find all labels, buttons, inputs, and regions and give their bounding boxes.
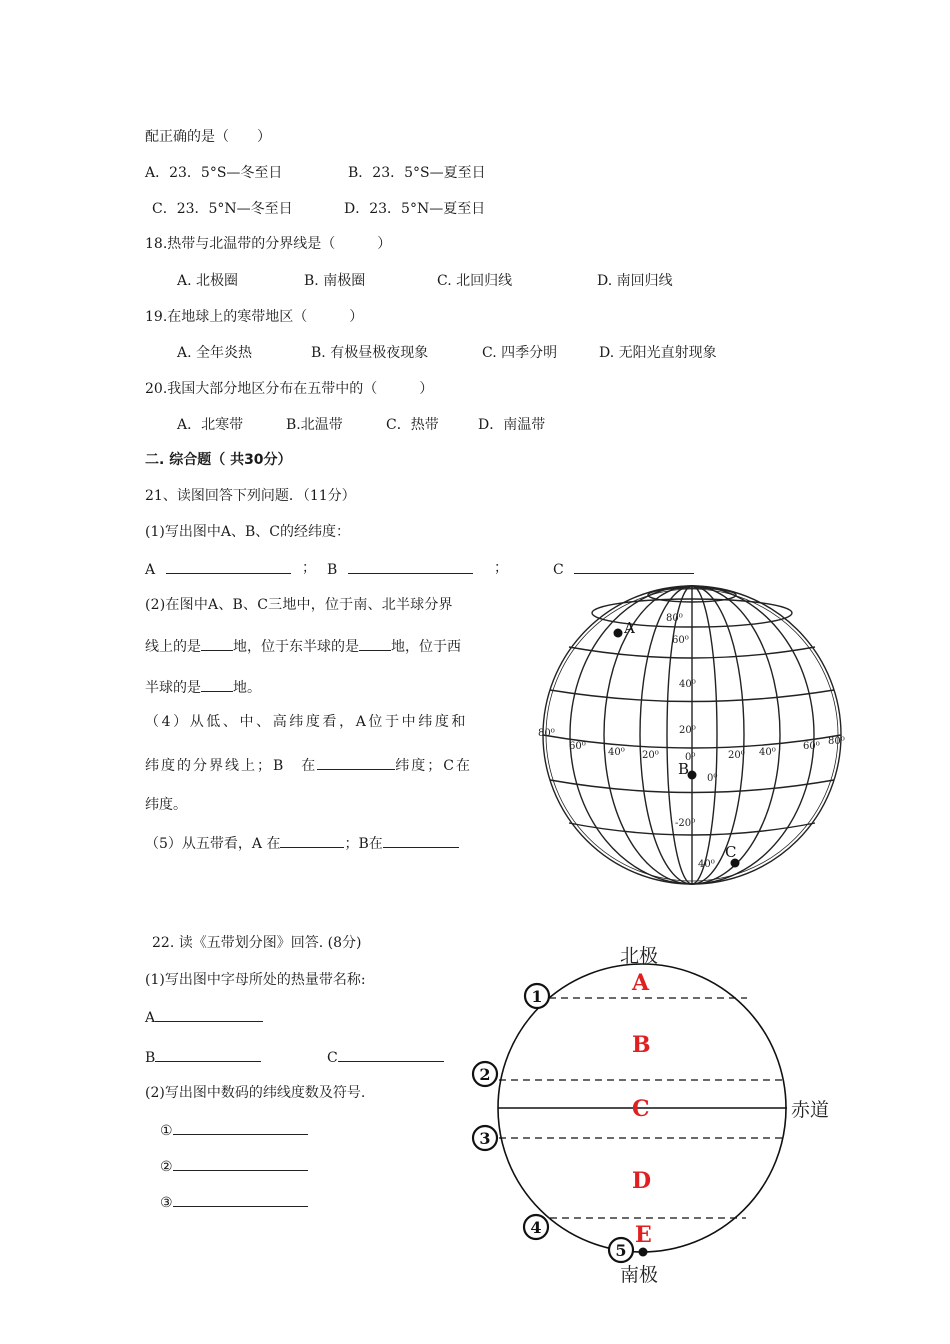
answer-blank-zone-c[interactable] xyxy=(338,1047,444,1062)
answer-label-b: B xyxy=(145,1050,156,1066)
lat-label-n20: 20⁰ xyxy=(679,725,696,736)
q22-item-3 xyxy=(160,1192,308,1212)
answer-blank-boundary[interactable] xyxy=(201,636,233,651)
lon-label-w60: 60⁰ xyxy=(569,741,586,752)
south-pole-point xyxy=(639,1248,648,1257)
number-1-label: 1 xyxy=(531,987,543,1006)
q21-stem: 21、读图回答下列问题．（11分） xyxy=(145,488,356,504)
q21-part5 xyxy=(145,833,459,853)
q21-part4-line1: （4）从低、中、高纬度看，A位于中纬度和 xyxy=(145,714,469,730)
q18-stem: 18.热带与北温带的分界线是（ ） xyxy=(145,236,392,252)
point-b-label: B xyxy=(678,760,690,778)
answer-blank-c[interactable] xyxy=(574,559,694,574)
q18-option-c: C. 北回归线 xyxy=(437,273,513,289)
q21-part2-line2 xyxy=(145,636,461,656)
answer-blank-b-latitude[interactable] xyxy=(317,755,395,770)
q21-part4-line3: 纬度。 xyxy=(145,797,187,813)
lon-label-0: 0⁰ xyxy=(685,752,696,763)
answer-label-a: A xyxy=(145,562,156,578)
q21-part4-text: 纬度；C在 xyxy=(395,758,473,774)
section-heading: 二. 综合题（ 共30分） xyxy=(145,452,292,468)
q20-stem: 20.我国大部分地区分布在五带中的（ ） xyxy=(145,381,434,397)
lon-label-e20: 20⁰ xyxy=(728,750,745,761)
answer-blank-east[interactable] xyxy=(359,636,391,651)
q21-part2-line1: (2)在图中A、B、C三地中，位于南、北半球分界 xyxy=(145,597,453,613)
q17-option-d: D．23．5°N—夏至日 xyxy=(344,201,486,217)
q21-answer-line-b xyxy=(327,559,473,579)
zone-letters xyxy=(631,970,652,1248)
number-3-label: 3 xyxy=(479,1129,491,1148)
q21-answer-line-a xyxy=(145,559,291,579)
answer-blank-b-zone[interactable] xyxy=(383,833,459,848)
q22-part2: (2)写出图中数码的纬线度数及符号. xyxy=(145,1085,366,1101)
globe-grid-figure xyxy=(532,585,852,885)
south-pole-label: 南极 xyxy=(620,1264,659,1285)
five-zones-figure xyxy=(465,940,855,1285)
q21-answer-line-c xyxy=(553,559,694,579)
q21-part5-text: （5）从五带看，A 在 xyxy=(145,836,281,852)
point-c-label: C xyxy=(725,843,737,861)
item-number: ③ xyxy=(160,1195,173,1211)
lat-label-n80: 80⁰ xyxy=(666,613,683,624)
q22-part1: (1)写出图中字母所处的热量带名称: xyxy=(145,972,366,988)
north-pole-label: 北极 xyxy=(620,945,659,967)
lat-label-n60: 60⁰ xyxy=(672,635,689,646)
q21-sep2: ； xyxy=(494,560,508,576)
equator-label: 赤道 xyxy=(791,1099,830,1121)
answer-label-c: C xyxy=(553,562,564,578)
zone-a-label: A xyxy=(632,970,650,996)
q21-sep1: ； xyxy=(302,560,316,576)
q21-part2-text: 半球的是 xyxy=(145,680,201,696)
lat-label-zero: 0⁰ xyxy=(707,773,718,784)
zone-e-label: E xyxy=(635,1222,652,1248)
q21-part4-line2 xyxy=(145,755,472,775)
answer-label-c: C xyxy=(327,1050,338,1066)
lon-label-w40: 40⁰ xyxy=(608,747,625,758)
q21-part1: (1)写出图中A、B、C的经纬度： xyxy=(145,524,350,540)
q22-item-1 xyxy=(160,1120,308,1140)
lon-label-e80: 80⁰ xyxy=(828,736,845,747)
answer-blank-line-2[interactable] xyxy=(173,1156,308,1171)
q19-option-c: C. 四季分明 xyxy=(482,345,558,361)
q20-option-b: B.北温带 xyxy=(286,417,343,433)
q19-stem: 19.在地球上的寒带地区（ ） xyxy=(145,309,364,325)
answer-blank-west[interactable] xyxy=(201,677,233,692)
q22-answer-c xyxy=(327,1047,444,1067)
lon-label-w20: 20⁰ xyxy=(642,750,659,761)
answer-label-a: A xyxy=(145,1010,156,1026)
lat-label-s40: 40⁰ xyxy=(698,859,715,870)
answer-blank-line-1[interactable] xyxy=(173,1120,308,1135)
q21-part2-text: 地。 xyxy=(233,680,261,696)
lat-label-n40: 40⁰ xyxy=(679,679,696,690)
q20-option-d: D．南温带 xyxy=(478,417,546,433)
lon-label-e60: 60⁰ xyxy=(803,741,820,752)
zone-d-label: D xyxy=(632,1168,652,1194)
q19-option-a: A. 全年炎热 xyxy=(177,345,253,361)
q19-option-b: B. 有极昼极夜现象 xyxy=(311,345,429,361)
q17-option-c: C．23．5°N—冬至日 xyxy=(152,201,293,217)
answer-blank-line-3[interactable] xyxy=(173,1192,308,1207)
answer-blank-zone-a[interactable] xyxy=(155,1007,263,1022)
q21-part2-line3 xyxy=(145,677,261,697)
point-a-label: A xyxy=(624,619,635,637)
lat-label-s20: -20⁰ xyxy=(675,818,696,829)
q17-option-a: A．23．5°S—冬至日 xyxy=(145,165,283,181)
q21-part2-text: 线上的是 xyxy=(145,639,201,655)
zone-b-label: B xyxy=(632,1032,651,1058)
q21-part2-text: 地，位于东半球的是 xyxy=(233,639,359,655)
item-number: ① xyxy=(160,1123,173,1139)
lon-label-e40: 40⁰ xyxy=(759,747,776,758)
number-5-label: 5 xyxy=(615,1241,627,1260)
q21-part4-text: 纬度的分界线上；B 在 xyxy=(145,758,318,774)
q17-stem-cont: 配正确的是（ ） xyxy=(145,129,271,145)
q21-part5-text: ；B在 xyxy=(344,836,383,852)
q18-option-d: D. 南回归线 xyxy=(597,273,673,289)
number-2-label: 2 xyxy=(479,1065,491,1084)
answer-blank-a[interactable] xyxy=(166,559,291,574)
q18-option-b: B. 南极圈 xyxy=(304,273,366,289)
answer-blank-zone-b[interactable] xyxy=(155,1047,261,1062)
lon-label-w80: 80⁰ xyxy=(538,728,555,739)
answer-label-b: B xyxy=(327,562,338,578)
q20-option-c: C．热带 xyxy=(386,417,439,433)
q19-option-d: D. 无阳光直射现象 xyxy=(599,345,717,361)
number-4-label: 4 xyxy=(530,1218,542,1237)
q21-part2-text: 地，位于西 xyxy=(391,639,461,655)
q20-option-a: A．北寒带 xyxy=(177,417,244,433)
q22-answer-b xyxy=(145,1047,261,1067)
q22-answer-a xyxy=(145,1007,263,1027)
q18-option-a: A. 北极圈 xyxy=(177,273,239,289)
q22-item-2 xyxy=(160,1156,308,1176)
zone-c-label: C xyxy=(632,1096,650,1122)
q22-stem: 22. 读《五带划分图》回答. (8分) xyxy=(152,935,362,951)
q17-option-b: B．23．5°S—夏至日 xyxy=(348,165,486,181)
item-number: ② xyxy=(160,1159,173,1175)
point-a-marker xyxy=(614,629,623,638)
answer-blank-a-zone[interactable] xyxy=(280,833,344,848)
answer-blank-b[interactable] xyxy=(348,559,473,574)
